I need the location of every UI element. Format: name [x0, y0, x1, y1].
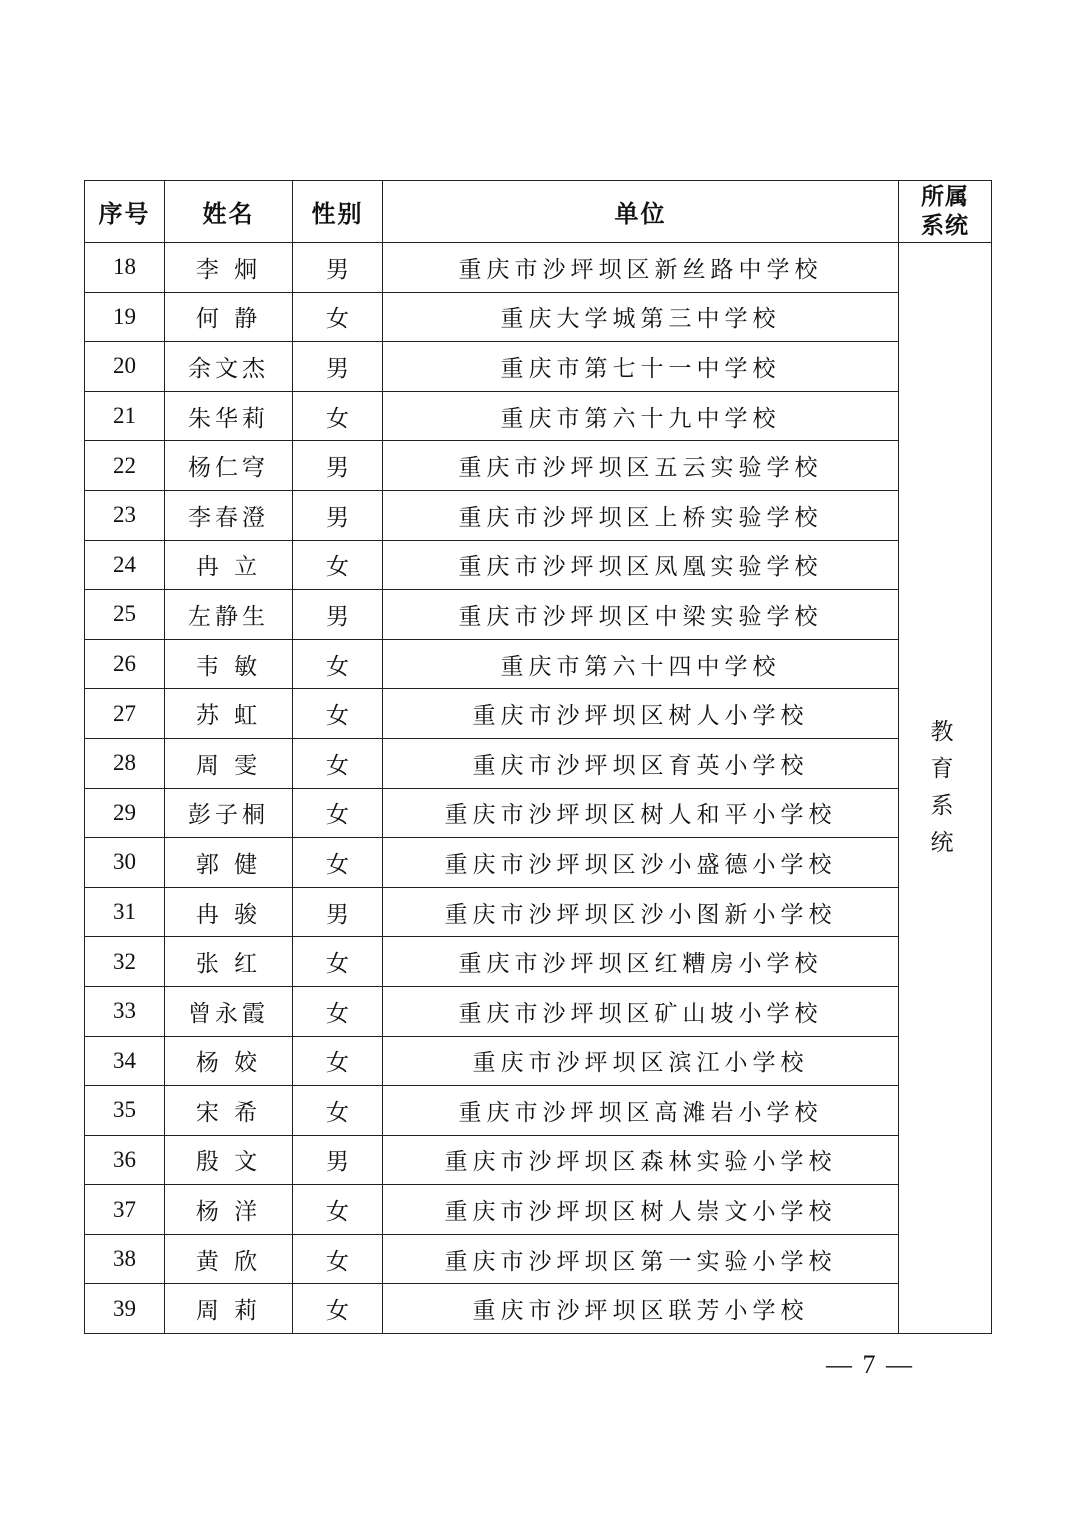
roster-table — [84, 180, 992, 1334]
person-gender: 女 — [293, 639, 383, 689]
header-system-text: 所属系统 — [921, 183, 969, 239]
person-name: 曾永霞 — [165, 986, 293, 1036]
table-row — [85, 738, 992, 788]
row-number: 20 — [85, 342, 165, 392]
person-unit: 重庆市沙坪坝区树人崇文小学校 — [383, 1185, 899, 1235]
person-unit: 重庆市沙坪坝区凤凰实验学校 — [383, 540, 899, 590]
person-gender: 男 — [293, 1135, 383, 1185]
row-number: 38 — [85, 1234, 165, 1284]
person-name: 韦 敏 — [165, 639, 293, 689]
person-name: 殷 文 — [165, 1135, 293, 1185]
person-gender: 女 — [293, 838, 383, 888]
person-unit: 重庆市沙坪坝区沙小图新小学校 — [383, 887, 899, 937]
system-value: 教育系统 — [930, 719, 960, 857]
person-name: 郭 健 — [165, 838, 293, 888]
row-number: 35 — [85, 1086, 165, 1136]
row-number: 28 — [85, 738, 165, 788]
person-unit: 重庆市第七十一中学校 — [383, 342, 899, 392]
table-row — [85, 639, 992, 689]
person-name: 何 静 — [165, 292, 293, 342]
system-cell — [899, 243, 992, 1334]
person-gender: 男 — [293, 243, 383, 293]
person-name: 余文杰 — [165, 342, 293, 392]
row-number: 31 — [85, 887, 165, 937]
person-gender: 男 — [293, 887, 383, 937]
person-gender: 男 — [293, 490, 383, 540]
table-row — [85, 788, 992, 838]
person-gender: 男 — [293, 342, 383, 392]
person-name: 左静生 — [165, 590, 293, 640]
header-name: 姓名 — [165, 181, 293, 243]
row-number: 34 — [85, 1036, 165, 1086]
table-row — [85, 540, 992, 590]
person-name: 李春澄 — [165, 490, 293, 540]
person-name: 彭子桐 — [165, 788, 293, 838]
person-gender: 女 — [293, 689, 383, 739]
person-gender: 女 — [293, 391, 383, 441]
person-unit: 重庆市沙坪坝区上桥实验学校 — [383, 490, 899, 540]
row-number: 18 — [85, 243, 165, 293]
row-number: 23 — [85, 490, 165, 540]
table-row — [85, 937, 992, 987]
person-unit: 重庆市沙坪坝区新丝路中学校 — [383, 243, 899, 293]
person-name: 周 雯 — [165, 738, 293, 788]
person-name: 冉 骏 — [165, 887, 293, 937]
person-gender: 女 — [293, 937, 383, 987]
row-number: 32 — [85, 937, 165, 987]
person-name: 周 莉 — [165, 1284, 293, 1334]
table-row — [85, 391, 992, 441]
row-number: 25 — [85, 590, 165, 640]
row-number: 39 — [85, 1284, 165, 1334]
table-row — [85, 1036, 992, 1086]
person-gender: 女 — [293, 1234, 383, 1284]
table-row — [85, 1284, 992, 1334]
person-gender: 女 — [293, 1036, 383, 1086]
person-gender: 女 — [293, 1284, 383, 1334]
person-name: 张 红 — [165, 937, 293, 987]
table-row — [85, 887, 992, 937]
row-number: 24 — [85, 540, 165, 590]
table-row — [85, 292, 992, 342]
person-name: 黄 欣 — [165, 1234, 293, 1284]
row-number: 36 — [85, 1135, 165, 1185]
row-number: 33 — [85, 986, 165, 1036]
person-gender: 男 — [293, 441, 383, 491]
row-number: 30 — [85, 838, 165, 888]
table-row — [85, 1086, 992, 1136]
header-no: 序号 — [85, 181, 165, 243]
row-number: 26 — [85, 639, 165, 689]
person-unit: 重庆市沙坪坝区矿山坡小学校 — [383, 986, 899, 1036]
person-unit: 重庆市沙坪坝区滨江小学校 — [383, 1036, 899, 1086]
person-gender: 男 — [293, 590, 383, 640]
row-number: 21 — [85, 391, 165, 441]
table-row — [85, 1185, 992, 1235]
person-name: 苏 虹 — [165, 689, 293, 739]
person-unit: 重庆市沙坪坝区森林实验小学校 — [383, 1135, 899, 1185]
header-unit: 单位 — [383, 181, 899, 243]
person-name: 杨 姣 — [165, 1036, 293, 1086]
table-row — [85, 490, 992, 540]
person-unit: 重庆市沙坪坝区树人和平小学校 — [383, 788, 899, 838]
table-row — [85, 689, 992, 739]
table-row — [85, 243, 992, 293]
person-unit: 重庆市沙坪坝区沙小盛德小学校 — [383, 838, 899, 888]
header-row — [85, 181, 992, 243]
person-name: 李 炯 — [165, 243, 293, 293]
roster-body — [85, 243, 992, 1334]
person-unit: 重庆市沙坪坝区中梁实验学校 — [383, 590, 899, 640]
person-unit: 重庆市沙坪坝区树人小学校 — [383, 689, 899, 739]
person-unit: 重庆市沙坪坝区育英小学校 — [383, 738, 899, 788]
person-unit: 重庆大学城第三中学校 — [383, 292, 899, 342]
header-system — [899, 181, 992, 243]
row-number: 37 — [85, 1185, 165, 1235]
row-number: 19 — [85, 292, 165, 342]
person-unit: 重庆市沙坪坝区高滩岩小学校 — [383, 1086, 899, 1136]
table-row — [85, 441, 992, 491]
row-number: 29 — [85, 788, 165, 838]
row-number: 27 — [85, 689, 165, 739]
header-gender: 性别 — [293, 181, 383, 243]
person-unit: 重庆市沙坪坝区五云实验学校 — [383, 441, 899, 491]
person-name: 杨仁穹 — [165, 441, 293, 491]
table-row — [85, 590, 992, 640]
person-gender: 女 — [293, 1086, 383, 1136]
person-gender: 女 — [293, 788, 383, 838]
table-row — [85, 838, 992, 888]
person-unit: 重庆市沙坪坝区联芳小学校 — [383, 1284, 899, 1334]
person-name: 宋 希 — [165, 1086, 293, 1136]
person-unit: 重庆市沙坪坝区第一实验小学校 — [383, 1234, 899, 1284]
person-gender: 女 — [293, 986, 383, 1036]
row-number: 22 — [85, 441, 165, 491]
table-row — [85, 342, 992, 392]
table-row — [85, 986, 992, 1036]
page-number: — 7 — — [826, 1350, 914, 1379]
person-unit: 重庆市第六十四中学校 — [383, 639, 899, 689]
person-name: 杨 洋 — [165, 1185, 293, 1235]
person-gender: 女 — [293, 1185, 383, 1235]
person-unit: 重庆市第六十九中学校 — [383, 391, 899, 441]
person-name: 冉 立 — [165, 540, 293, 590]
person-name: 朱华莉 — [165, 391, 293, 441]
person-unit: 重庆市沙坪坝区红糟房小学校 — [383, 937, 899, 987]
table-row — [85, 1135, 992, 1185]
person-gender: 女 — [293, 738, 383, 788]
person-gender: 女 — [293, 540, 383, 590]
table-row — [85, 1234, 992, 1284]
person-gender: 女 — [293, 292, 383, 342]
